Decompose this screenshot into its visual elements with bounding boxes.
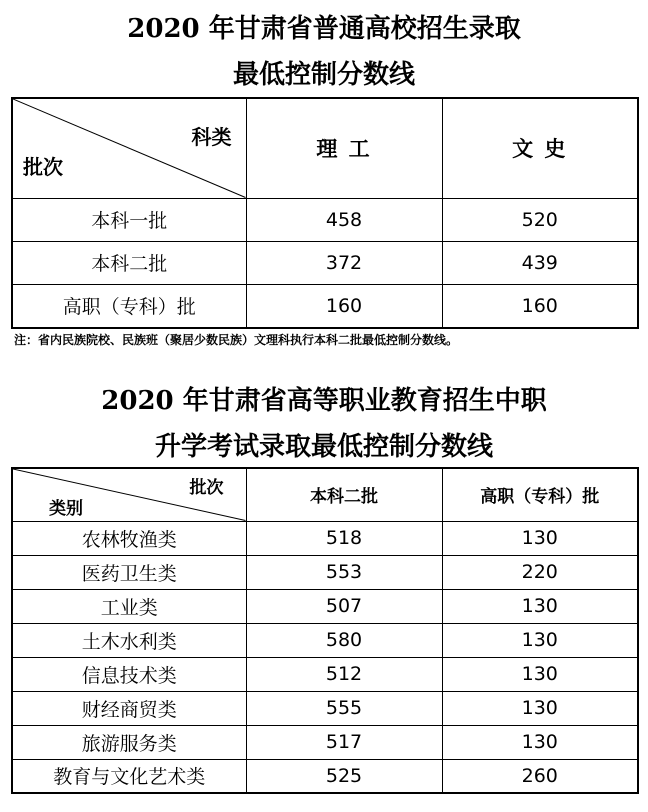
science-score: 458 <box>246 198 442 241</box>
table2-title-line1: 2020 年甘肃省高等职业教育招生中职 <box>101 386 547 416</box>
table-row <box>12 241 638 284</box>
category-label: 信息技术类 <box>12 657 246 691</box>
table-row <box>12 657 638 691</box>
vocational-score: 130 <box>442 725 638 759</box>
table-row <box>12 521 638 555</box>
vocational-score: 130 <box>442 589 638 623</box>
vocational-score: 130 <box>442 521 638 555</box>
undergrad-score: 517 <box>246 725 442 759</box>
batch-label: 本科二批 <box>12 241 246 284</box>
vocational-score: 130 <box>442 657 638 691</box>
table-row <box>12 198 638 241</box>
table-row <box>12 691 638 725</box>
table-row <box>12 759 638 793</box>
science-score: 160 <box>246 284 442 328</box>
science-score: 372 <box>246 241 442 284</box>
table1-title-line1: 2020 年甘肃省普通高校招生录取 <box>127 14 521 44</box>
arts-score: 520 <box>442 198 638 241</box>
undergrad-score: 518 <box>246 521 442 555</box>
category-label: 医药卫生类 <box>12 555 246 589</box>
vocational-score-table <box>11 467 639 794</box>
table-row <box>12 623 638 657</box>
category-label: 农林牧渔类 <box>12 521 246 555</box>
batch-label: 高职（专科）批 <box>12 284 246 328</box>
table-row <box>12 725 638 759</box>
corner-label-batch: 批次 <box>189 478 224 498</box>
category-label: 教育与文化艺术类 <box>12 759 246 793</box>
category-label: 旅游服务类 <box>12 725 246 759</box>
table1-footnote: 注：省内民族院校、民族班（聚居少数民族）文理科执行本科二批最低控制分数线。 <box>14 333 459 347</box>
vocational-score: 260 <box>442 759 638 793</box>
table1-title-line2: 最低控制分数线 <box>232 60 415 90</box>
category-label: 财经商贸类 <box>12 691 246 725</box>
undergrad-score: 525 <box>246 759 442 793</box>
table2-title-line2: 升学考试录取最低控制分数线 <box>154 432 493 462</box>
corner-header-cell <box>12 98 246 198</box>
corner-header-cell <box>12 468 246 521</box>
corner-label-subject: 科类 <box>191 125 232 149</box>
undergrad-score: 507 <box>246 589 442 623</box>
column-header-science: 理 工 <box>246 98 442 198</box>
table-header-row <box>12 468 638 521</box>
undergrad-score: 553 <box>246 555 442 589</box>
vocational-score: 220 <box>442 555 638 589</box>
table-row <box>12 555 638 589</box>
column-header-undergrad: 本科二批 <box>246 468 442 521</box>
table-row <box>12 284 638 328</box>
corner-label-batch: 批次 <box>23 154 63 179</box>
arts-score: 160 <box>442 284 638 328</box>
table-row <box>12 589 638 623</box>
column-header-vocational: 高职（专科）批 <box>442 468 638 521</box>
table-header-row <box>12 98 638 198</box>
undergrad-score: 512 <box>246 657 442 691</box>
category-label: 工业类 <box>12 589 246 623</box>
arts-score: 439 <box>442 241 638 284</box>
undergrad-score: 580 <box>246 623 442 657</box>
undergrad-score: 555 <box>246 691 442 725</box>
admission-score-table <box>11 97 639 329</box>
batch-label: 本科一批 <box>12 198 246 241</box>
corner-label-category: 类别 <box>49 498 83 519</box>
column-header-arts: 文 史 <box>442 98 638 198</box>
category-label: 土木水利类 <box>12 623 246 657</box>
vocational-score: 130 <box>442 623 638 657</box>
vocational-score: 130 <box>442 691 638 725</box>
